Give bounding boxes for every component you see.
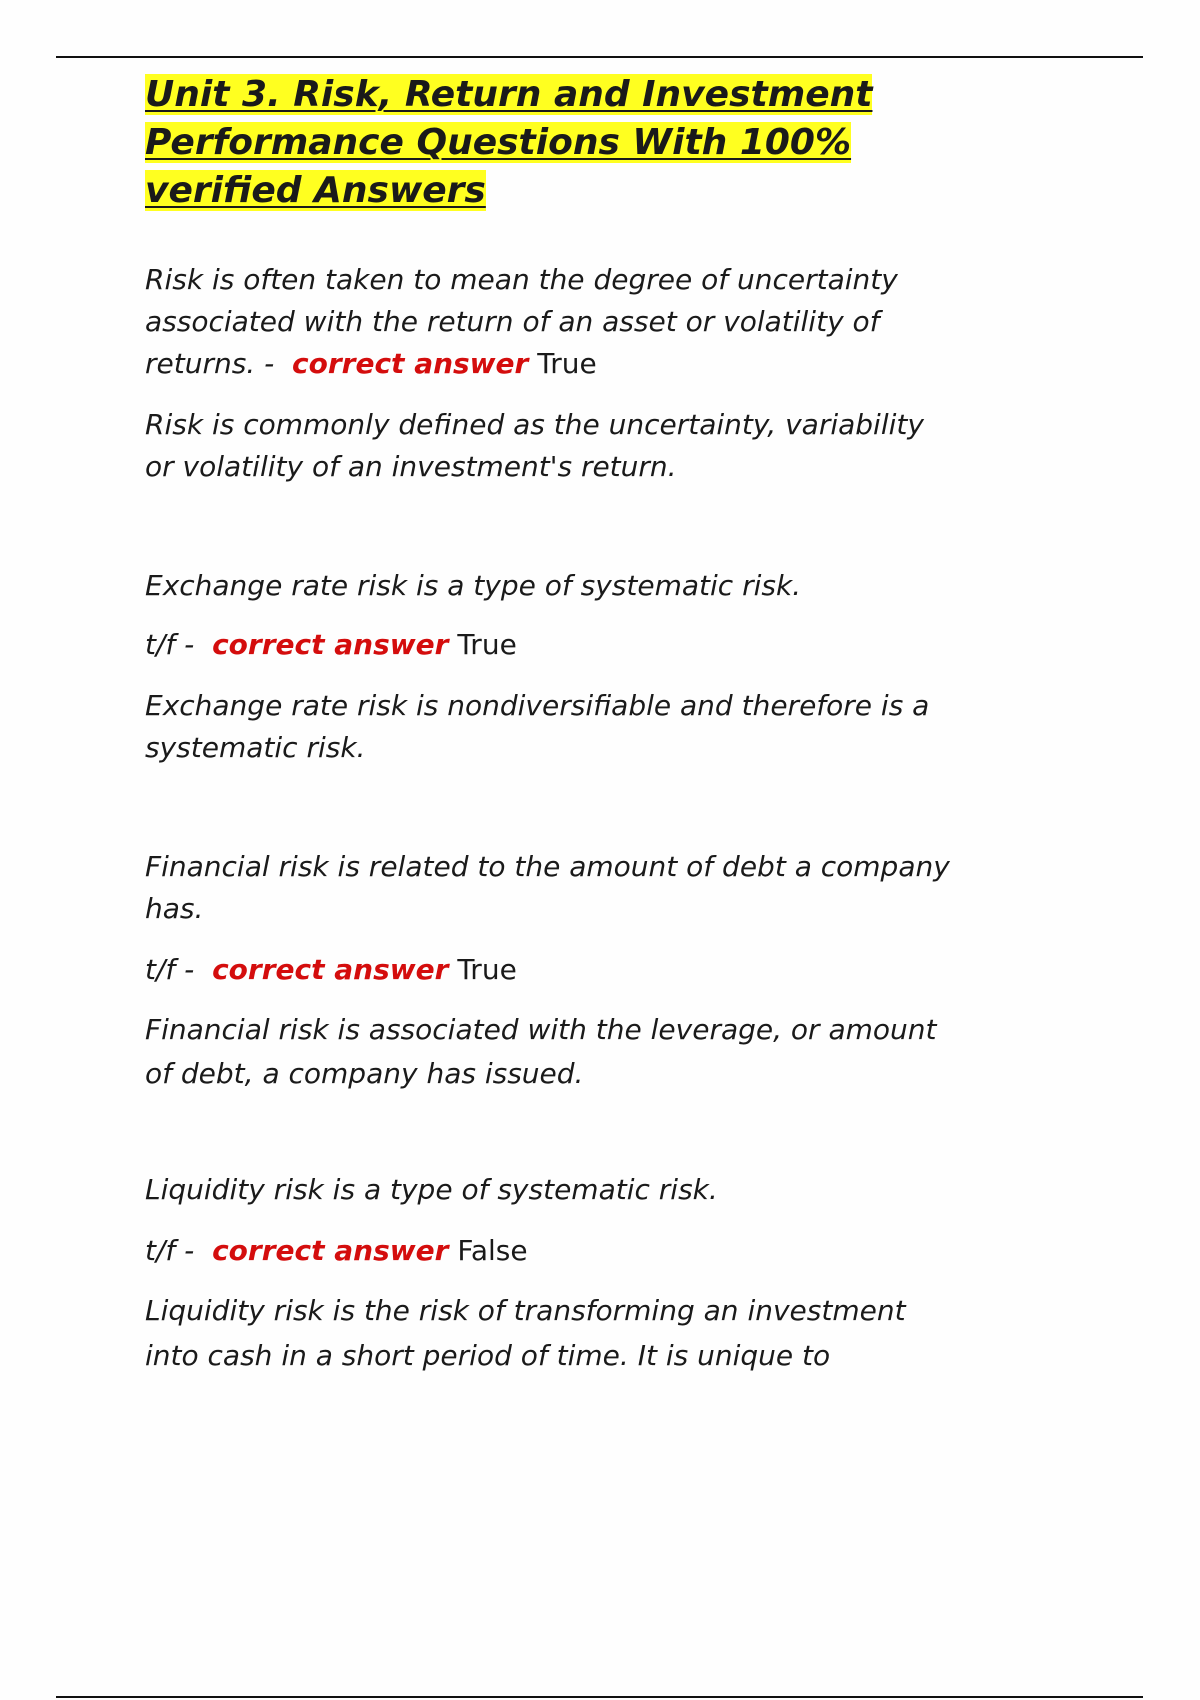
answer-2 <box>145 624 517 666</box>
question-line: Liquidity risk is a type of systematic risk. <box>145 1173 718 1206</box>
question-2 <box>145 565 801 607</box>
answer-value: True <box>448 953 517 986</box>
correct-answer-label: correct answer <box>212 628 449 661</box>
question-4 <box>145 1169 718 1211</box>
explanation-line: of debt, a company has issued. <box>145 1057 584 1090</box>
answer-3 <box>145 949 517 991</box>
explanation-line: systematic risk. <box>145 731 366 764</box>
explanation-line: Risk is commonly defined as the uncertainty, variability <box>145 408 924 441</box>
explanation-3 <box>145 1008 937 1096</box>
title-line: Unit 3. Risk, Return and Investment <box>145 74 873 115</box>
answer-line <box>145 343 898 385</box>
question-line: has. <box>145 892 204 925</box>
explanation-line: Financial risk is associated with the leverage, or amount <box>145 1013 937 1046</box>
question-line: Financial risk is related to the amount of debt a company <box>145 850 950 883</box>
answer-prefix: t/f - <box>145 953 213 986</box>
title-line: verified Answers <box>145 170 486 211</box>
answer-value: True <box>448 628 517 661</box>
explanation-4 <box>145 1288 906 1378</box>
title-line: Performance Questions With 100% <box>145 122 852 163</box>
correct-answer-label: correct answer <box>212 953 449 986</box>
document-title <box>145 71 872 215</box>
explanation-1 <box>145 404 924 488</box>
question-1 <box>145 259 898 385</box>
explanation-line: Exchange rate risk is nondiversifiable and therefore is a <box>145 689 930 722</box>
footer-rule <box>56 1696 1143 1698</box>
header-rule <box>56 56 1143 58</box>
answer-prefix: t/f - <box>145 628 213 661</box>
explanation-line: into cash in a short period of time. It is unique to <box>145 1339 831 1372</box>
correct-answer-label: correct answer <box>292 347 529 380</box>
answer-prefix: returns. - <box>145 347 293 380</box>
question-line: Exchange rate risk is a type of systematic risk. <box>145 569 802 602</box>
correct-answer-label: correct answer <box>212 1234 449 1267</box>
question-line: associated with the return of an asset or volatility of <box>145 305 880 338</box>
answer-value: True <box>528 347 597 380</box>
answer-prefix: t/f - <box>145 1234 213 1267</box>
explanation-2 <box>145 685 929 769</box>
question-3 <box>145 846 950 930</box>
question-line: Risk is often taken to mean the degree of uncertainty <box>145 263 898 296</box>
answer-4 <box>145 1230 528 1272</box>
explanation-line: Liquidity risk is the risk of transforming an investment <box>145 1294 906 1327</box>
answer-value: False <box>448 1234 528 1267</box>
explanation-line: or volatility of an investment's return. <box>145 450 677 483</box>
